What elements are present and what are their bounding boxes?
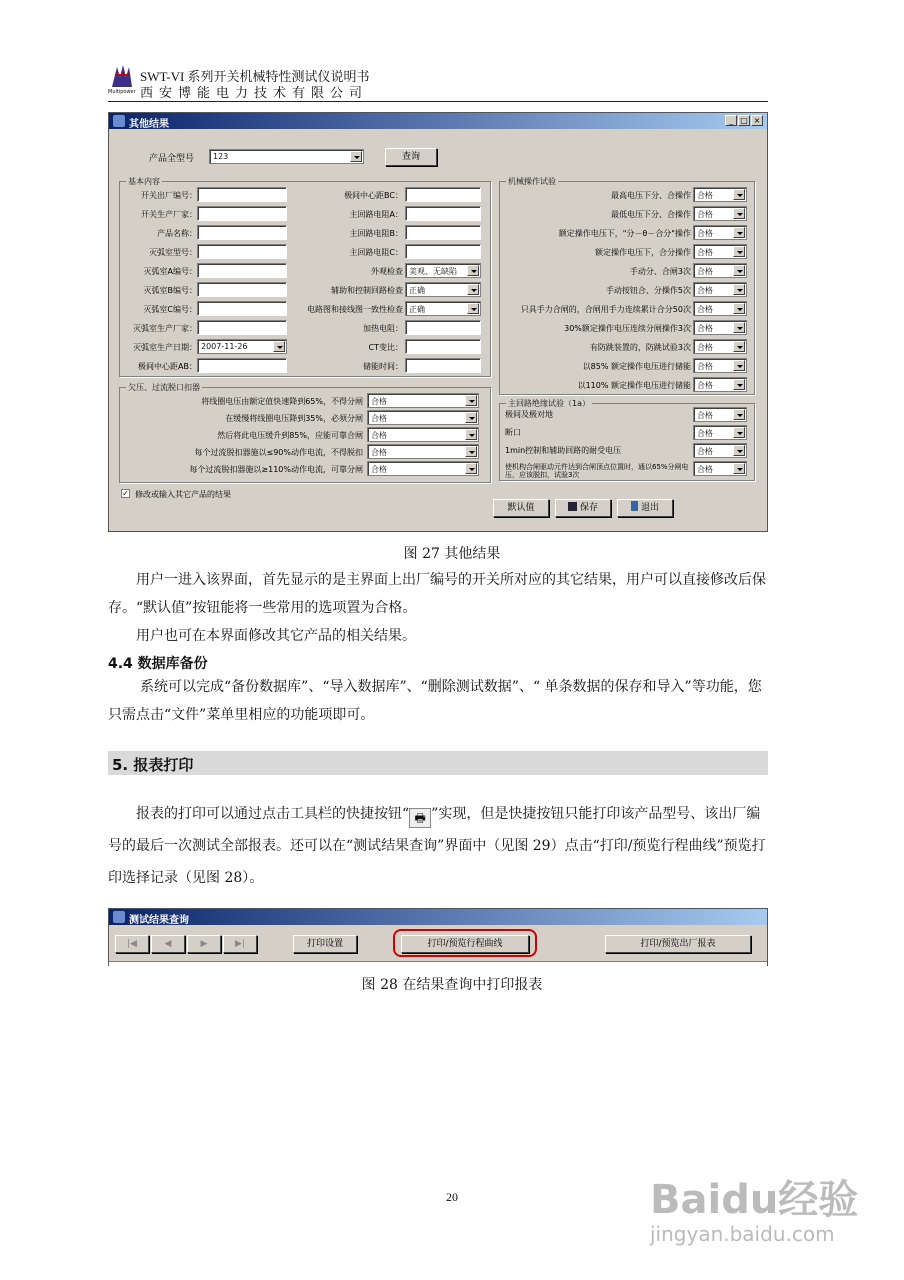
results-grid-edge xyxy=(109,961,767,967)
paragraph-3: 系统可以完成“备份数据库”、“导入数据库”、“删除测试数据”、“ 单条数据的保存和导入”等功能，您只需点击“文件”菜单里相应的功能项即可。 xyxy=(108,679,762,723)
window-titlebar xyxy=(109,113,767,129)
product-label: 产品全型号 xyxy=(149,154,195,164)
mech-select[interactable] xyxy=(693,282,747,297)
insulation-select-value: 合格 xyxy=(697,465,713,474)
default-button[interactable]: 默认值 xyxy=(493,499,549,517)
trip-select[interactable] xyxy=(367,427,479,442)
logo-text: Multipower xyxy=(108,89,136,95)
basic-right-select-value: 美观、无缺陷 xyxy=(409,267,457,276)
basic-right-label: 极间中心距BC： xyxy=(344,191,403,200)
chevron-down-icon[interactable] xyxy=(733,360,745,371)
chevron-down-icon[interactable] xyxy=(467,303,479,314)
window2-titlebar xyxy=(109,909,767,925)
mech-label: 只具手力合闸的，合闸用手力连续累计合分50次 xyxy=(520,305,691,314)
mech-select-value: 合格 xyxy=(697,343,713,352)
product-select[interactable] xyxy=(209,149,364,164)
mech-label: 30%额定操作电压连续分闸操作3次 xyxy=(564,324,691,333)
chevron-down-icon[interactable] xyxy=(465,395,477,406)
company-name: 西安博能电力技术有限公司 xyxy=(140,86,369,101)
chevron-down-icon[interactable] xyxy=(733,265,745,276)
basic-left-label: 极间中心距AB： xyxy=(138,362,197,371)
mech-select[interactable] xyxy=(693,206,747,221)
mech-select-value: 合格 xyxy=(697,381,713,390)
figure27-caption: 图 27 其他结果 xyxy=(403,546,501,562)
company-logo-icon xyxy=(110,63,134,89)
mech-select[interactable] xyxy=(693,339,747,354)
mech-select[interactable] xyxy=(693,320,747,335)
basic-right-input[interactable] xyxy=(405,358,481,373)
trip-label: 然后将此电压缓升到85%，应能可靠合闸 xyxy=(217,431,363,440)
chevron-down-icon[interactable] xyxy=(465,429,477,440)
section-4-4-heading: 4.4 数据库备份 xyxy=(108,656,208,672)
exit-icon xyxy=(631,501,638,511)
page-number: 20 xyxy=(446,1190,458,1204)
trip-select[interactable] xyxy=(367,444,479,459)
trip-group-title: 欠压、过流脱口扣器 xyxy=(128,383,200,392)
mech-label: 最低电压下分、合操作 xyxy=(611,210,691,219)
chevron-down-icon[interactable] xyxy=(733,189,745,200)
mech-group-title: 机械操作试验 xyxy=(508,177,556,186)
basic-left-label: 灭弧室B编号： xyxy=(143,286,197,295)
chevron-down-icon[interactable] xyxy=(733,227,745,238)
chevron-down-icon[interactable] xyxy=(465,446,477,457)
basic-right-label: 储能时间： xyxy=(363,362,403,371)
chevron-down-icon[interactable] xyxy=(733,379,745,390)
mech-select[interactable] xyxy=(693,358,747,373)
mech-label: 手动按钮合、分操作5次 xyxy=(605,286,691,295)
insulation-select-value: 合格 xyxy=(697,429,713,438)
close-button[interactable]: × xyxy=(751,115,763,126)
basic-left-input[interactable] xyxy=(197,301,287,316)
mech-select-value: 合格 xyxy=(697,305,713,314)
trip-select[interactable] xyxy=(367,410,479,425)
paragraph-4-end: ”实现，但是快捷按钮只能打印该产品型号、该出厂编号的最后一次测试全部报表。还可以在“测试结果查询”界面中（见图 29）点击“打印/预览行程曲线”预览打印选择记录（见图 28）。 xyxy=(108,806,766,886)
print-report-button[interactable]: 打印/预览出厂报表 xyxy=(605,935,751,953)
mech-label: 以110% 额定操作电压进行储能 xyxy=(577,381,691,390)
header-rule xyxy=(108,101,768,102)
watermark-brand: Baidu经验 xyxy=(650,1177,859,1223)
mech-select-value: 合格 xyxy=(697,191,713,200)
mech-select[interactable] xyxy=(693,225,747,240)
basic-left-input[interactable] xyxy=(197,263,287,278)
basic-right-input[interactable] xyxy=(405,225,481,240)
paragraph-4-start: 报表的打印可以通过点击工具栏的快捷按钮“ xyxy=(136,806,410,822)
trip-label: 每个过流脱扣器施以≤90%动作电流，不得脱扣 xyxy=(194,448,363,457)
basic-right-select[interactable] xyxy=(405,282,481,297)
chevron-down-icon[interactable] xyxy=(733,341,745,352)
trip-select[interactable] xyxy=(367,393,479,408)
chevron-down-icon[interactable] xyxy=(733,284,745,295)
modify-check-label: 修改或输入其它产品的结果 xyxy=(135,490,231,499)
query-results-window xyxy=(108,908,768,966)
mech-label: 手动分、合闸3次 xyxy=(629,267,691,276)
chevron-down-icon[interactable] xyxy=(467,265,479,276)
basic-left-label: 灭弧室型号： xyxy=(149,248,197,257)
trip-label: 将线圈电压由额定值快速降到65%，不得分闸 xyxy=(201,397,363,406)
basic-left-label: 灭弧室生产厂家： xyxy=(133,324,197,333)
basic-left-input[interactable] xyxy=(197,320,287,335)
basic-right-label: 加热电阻： xyxy=(363,324,403,333)
basic-right-label: CT变比： xyxy=(368,343,403,352)
printer-icon: 🖶 xyxy=(409,808,431,828)
app2-icon xyxy=(113,911,125,923)
basic-right-label: 主回路电阻A： xyxy=(349,210,403,219)
basic-right-input[interactable] xyxy=(405,206,481,221)
insulation-group-title: 主回路绝缘试验（1a） xyxy=(508,399,590,408)
save-label: 保存 xyxy=(579,503,598,513)
chevron-down-icon[interactable] xyxy=(273,341,285,352)
chevron-down-icon[interactable] xyxy=(733,409,745,420)
product-value: 123 xyxy=(213,152,229,161)
modify-checkbox[interactable]: ✓ xyxy=(122,489,129,498)
basic-left-input[interactable] xyxy=(197,187,287,202)
insulation-label: 使机构合闸驱动元件达到合闸顶点位置时，通以65%分闸电压，应该脱扣，试验3次 xyxy=(505,463,689,479)
minimize-button[interactable]: _ xyxy=(725,115,737,126)
basic-right-input[interactable] xyxy=(405,187,481,202)
basic-left-input[interactable] xyxy=(197,206,287,221)
chevron-down-icon[interactable] xyxy=(733,445,745,456)
basic-left-label: 开关生产厂家： xyxy=(141,210,197,219)
chevron-down-icon[interactable] xyxy=(467,284,479,295)
query-button[interactable]: 查询 xyxy=(385,148,437,166)
basic-left-input[interactable] xyxy=(197,244,287,259)
basic-left-label: 开关出厂编号： xyxy=(141,191,197,200)
trip-label: 每个过流脱扣器施以≥110%动作电流，可靠分闸 xyxy=(189,465,363,474)
basic-group-title: 基本内容 xyxy=(128,177,160,186)
mech-select-value: 合格 xyxy=(697,210,713,219)
basic-left-label: 产品名称： xyxy=(157,229,197,238)
mech-select-value: 合格 xyxy=(697,362,713,371)
window2-title: 测试结果查询 xyxy=(129,915,189,926)
mech-select[interactable] xyxy=(693,301,747,316)
basic-right-select[interactable] xyxy=(405,301,481,316)
chevron-down-icon[interactable] xyxy=(733,322,745,333)
basic-left-label: 灭弧室生产日期： xyxy=(133,343,197,352)
prev-record-button[interactable]: ◀ xyxy=(151,935,185,953)
exit-button[interactable] xyxy=(617,499,673,517)
trip-label: 在缓慢将线圈电压降到35%，必须分闸 xyxy=(225,414,363,423)
mech-label: 以85% 额定操作电压进行储能 xyxy=(582,362,691,371)
production-date-select-value: 2007-11-26 xyxy=(201,342,248,351)
chevron-down-icon[interactable] xyxy=(733,246,745,257)
section-5-heading: 5. 报表打印 xyxy=(108,751,768,775)
insulation-label: 极间及极对地 xyxy=(505,410,553,419)
basic-right-select-value: 正确 xyxy=(409,286,425,295)
basic-right-label: 主回路电阻B： xyxy=(349,229,403,238)
insulation-select-value: 合格 xyxy=(697,411,713,420)
mech-select[interactable] xyxy=(693,263,747,278)
basic-right-label: 外观检查 xyxy=(371,267,403,276)
basic-left-label: 灭弧室A编号： xyxy=(143,267,197,276)
mech-select-value: 合格 xyxy=(697,286,713,295)
watermark-url: jingyan.baidu.com xyxy=(650,1222,835,1246)
mech-select-value: 合格 xyxy=(697,267,713,276)
mech-select-value: 合格 xyxy=(697,229,713,238)
next-record-button[interactable]: ▶ xyxy=(187,935,221,953)
print-setup-button[interactable]: 打印设置 xyxy=(293,935,357,953)
insulation-select[interactable] xyxy=(693,443,747,458)
paragraph-2: 用户也可在本界面修改其它产品的相关结果。 xyxy=(136,628,416,644)
last-record-button[interactable]: ▶| xyxy=(223,935,257,953)
chevron-down-icon[interactable] xyxy=(733,303,745,314)
chevron-down-icon[interactable] xyxy=(733,427,745,438)
chevron-down-icon[interactable] xyxy=(733,208,745,219)
figure28-caption: 图 28 在结果查询中打印报表 xyxy=(361,977,543,993)
window-title: 其他结果 xyxy=(129,119,169,130)
insulation-select-value: 合格 xyxy=(697,447,713,456)
chevron-down-icon[interactable] xyxy=(465,412,477,423)
basic-left-input[interactable] xyxy=(197,225,287,240)
mech-label: 额定操作电压下，合分操作 xyxy=(595,248,691,257)
app-icon xyxy=(113,115,125,127)
first-record-button[interactable]: |◀ xyxy=(115,935,149,953)
trip-select-value: 合格 xyxy=(371,397,387,406)
mech-select-value: 合格 xyxy=(697,248,713,257)
mech-label: 有防跳装置的，防跳试验3次 xyxy=(589,343,691,352)
insulation-select[interactable] xyxy=(693,425,747,440)
mech-label: 最高电压下分、合操作 xyxy=(611,191,691,200)
paragraph-4 xyxy=(108,798,770,894)
insulation-select[interactable] xyxy=(693,461,747,476)
insulation-label: 断口 xyxy=(505,428,521,437)
basic-right-input[interactable] xyxy=(405,244,481,259)
save-icon xyxy=(568,502,577,511)
basic-right-label: 电路图和接线图一致性检查 xyxy=(307,305,403,314)
trip-select-value: 合格 xyxy=(371,431,387,440)
basic-left-label: 灭弧室C编号： xyxy=(143,305,197,314)
other-results-window xyxy=(108,112,768,532)
trip-select-value: 合格 xyxy=(371,465,387,474)
doc-title: SWT-VI 系列开关机械特性测试仪说明书 xyxy=(140,69,370,84)
basic-right-input[interactable] xyxy=(405,339,481,354)
basic-left-input[interactable] xyxy=(197,282,287,297)
chevron-down-icon[interactable] xyxy=(465,463,477,474)
paragraph-1: 用户一进入该界面，首先显示的是主界面上出厂编号的开关所对应的其它结果，用户可以直接修改后保存。“默认值”按钮能将一些常用的选项置为合格。 xyxy=(108,572,766,616)
insulation-label: 1min控制和辅助回路的耐受电压 xyxy=(505,446,622,455)
trip-select[interactable] xyxy=(367,461,479,476)
chevron-down-icon[interactable] xyxy=(350,151,362,162)
basic-right-label: 辅助和控制回路检查 xyxy=(331,286,403,295)
save-button[interactable] xyxy=(555,499,611,517)
print-curve-button[interactable]: 打印/预览行程曲线 xyxy=(401,935,529,953)
mech-select[interactable] xyxy=(693,377,747,392)
mech-select[interactable] xyxy=(693,187,747,202)
trip-select-value: 合格 xyxy=(371,448,387,457)
maximize-button[interactable]: □ xyxy=(738,115,750,126)
basic-right-input[interactable] xyxy=(405,320,481,335)
basic-right-label: 主回路电阻C： xyxy=(349,248,403,257)
production-date-select[interactable] xyxy=(197,339,287,354)
exit-label: 退出 xyxy=(640,503,659,513)
trip-select-value: 合格 xyxy=(371,414,387,423)
mech-label: 额定操作电压下，"分－θ－合分"操作 xyxy=(558,229,691,238)
chevron-down-icon[interactable] xyxy=(733,463,745,474)
basic-right-select-value: 正确 xyxy=(409,305,425,314)
basic-left-input[interactable] xyxy=(197,358,287,373)
basic-right-select[interactable] xyxy=(405,263,481,278)
insulation-select[interactable] xyxy=(693,407,747,422)
mech-select-value: 合格 xyxy=(697,324,713,333)
mech-select[interactable] xyxy=(693,244,747,259)
